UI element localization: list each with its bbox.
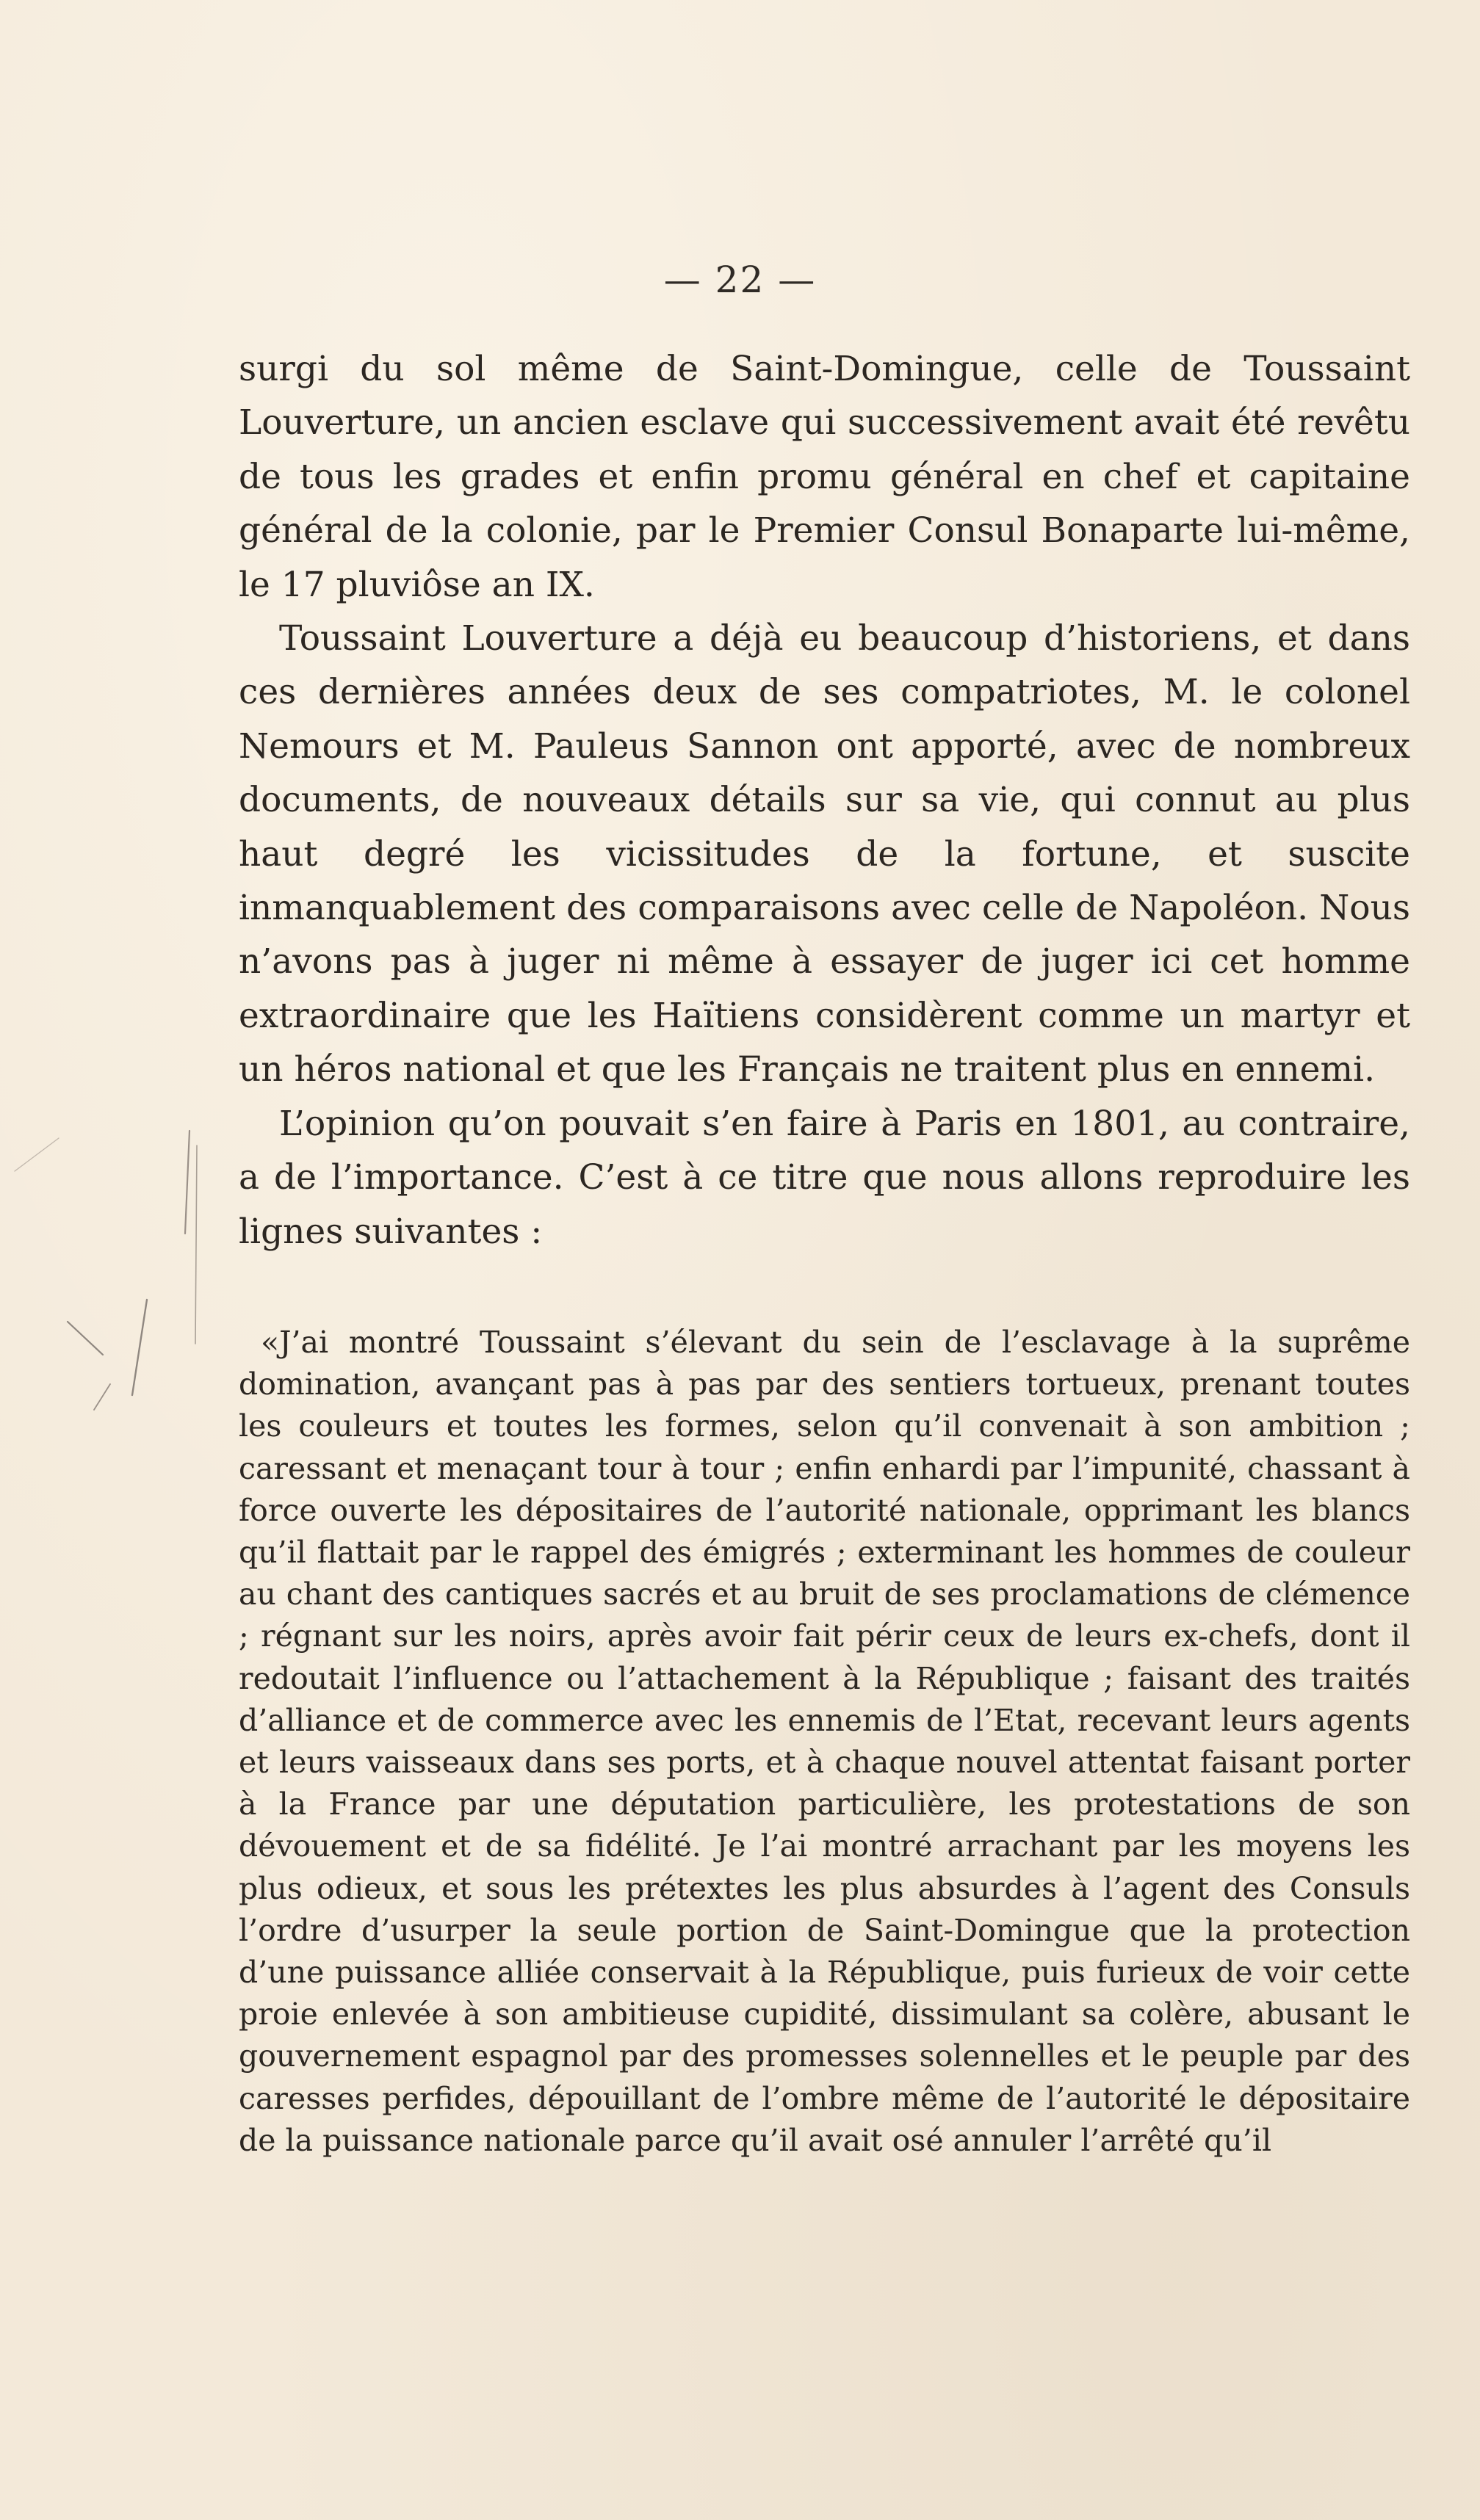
pencil-stroke [185, 1131, 189, 1234]
pencil-stroke [68, 1322, 103, 1355]
paragraph-historians: Toussaint Louverture a déjà eu beaucoup d’historiens, et dans ces dernières années deux de ses compatriotes, M. le colonel Nemours et M. Pauleus Sannon ont apporté, avec de nombreux documents, de nouveaux détails sur sa vie, qui connut au plus haut degré les vicissitudes de la fortune, et suscite inmanquablement des comparaisons avec celle de Napoléon. Nous n’avons pas à juger ni même à essayer de juger ici cet homme extraordinaire que les Haïtiens considèrent comme un martyr et un héros national et que les Français ne traitent plus en ennemi. [239, 618, 1410, 1090]
main-text [239, 342, 1410, 1259]
pencil-stroke [132, 1300, 147, 1395]
paragraph-continuation: surgi du sol même de Saint-Domingue, celle de Toussaint Louverture, un ancien esclave qui successivement avait été revêtu de tous les grades et enfin promu général en chef et capitaine général de la colonie, par le Premier Consul Bonaparte lui-même, le 17 pluviôse an IX. [239, 349, 1410, 605]
paragraph-opinion: L’opinion qu’on pouvait s’en faire à Paris en 1801, au contraire, a de l’importance. C’est à ce titre que nous allons reproduire les lignes suivantes : [239, 1103, 1410, 1252]
quote-text: «J’ai montré Toussaint s’élevant du sein de l’esclavage à la suprême domination, avançant pas à pas par des sentiers tortueux, prenant toutes les couleurs et toutes les formes, selon qu’il convenait à son ambition ; caressant et menaçant tour à tour ; enfin enhardi par l’impunité, chassant à force ouverte les dépositaires de l’autorité nationale, opprimant les blancs qu’il flattait par le rappel des émigrés ; exterminant les hommes de couleur au chant des cantiques sacrés et au bruit de ses proclamations de clémence ; régnant sur les noirs, après avoir fait périr ceux de leurs ex-chefs, dont il redoutait l’influence ou l’attachement à la République ; faisant des traités d’alliance et de commerce avec les ennemis de l’Etat, recevant leurs agents et leurs vaisseaux dans ses ports, et à chaque nouvel attentat faisant porter à la France par une députation particulière, les protestations de son dévouement et de sa fidélité. Je l’ai montré arrachant par les moyens les plus odieux, et sous les prétextes les plus absurdes à l’agent des Consuls l’ordre d’usurper la seule portion de Saint-Domingue que la protection d’une puissance alliée conservait à la République, puis furieux de voir cette proie enlevée à son ambitieuse cupidité, dissimulant sa colère, abusant le gouvernement espagnol par des promesses solennelles et le peuple par des caresses perfides, dépouillant de l’ombre même de l’autorité le dépositaire de la puissance nationale parce qu’il avait osé annuler l’arrêté qu’il [239, 1325, 1410, 2158]
pencil-stroke [94, 1384, 110, 1410]
block-quote [239, 1322, 1410, 2162]
pencil-stroke [195, 1145, 197, 1344]
pencil-stroke [15, 1138, 59, 1171]
page-number: — 22 — [663, 258, 817, 301]
margin-pencil-marks [0, 1101, 220, 1469]
